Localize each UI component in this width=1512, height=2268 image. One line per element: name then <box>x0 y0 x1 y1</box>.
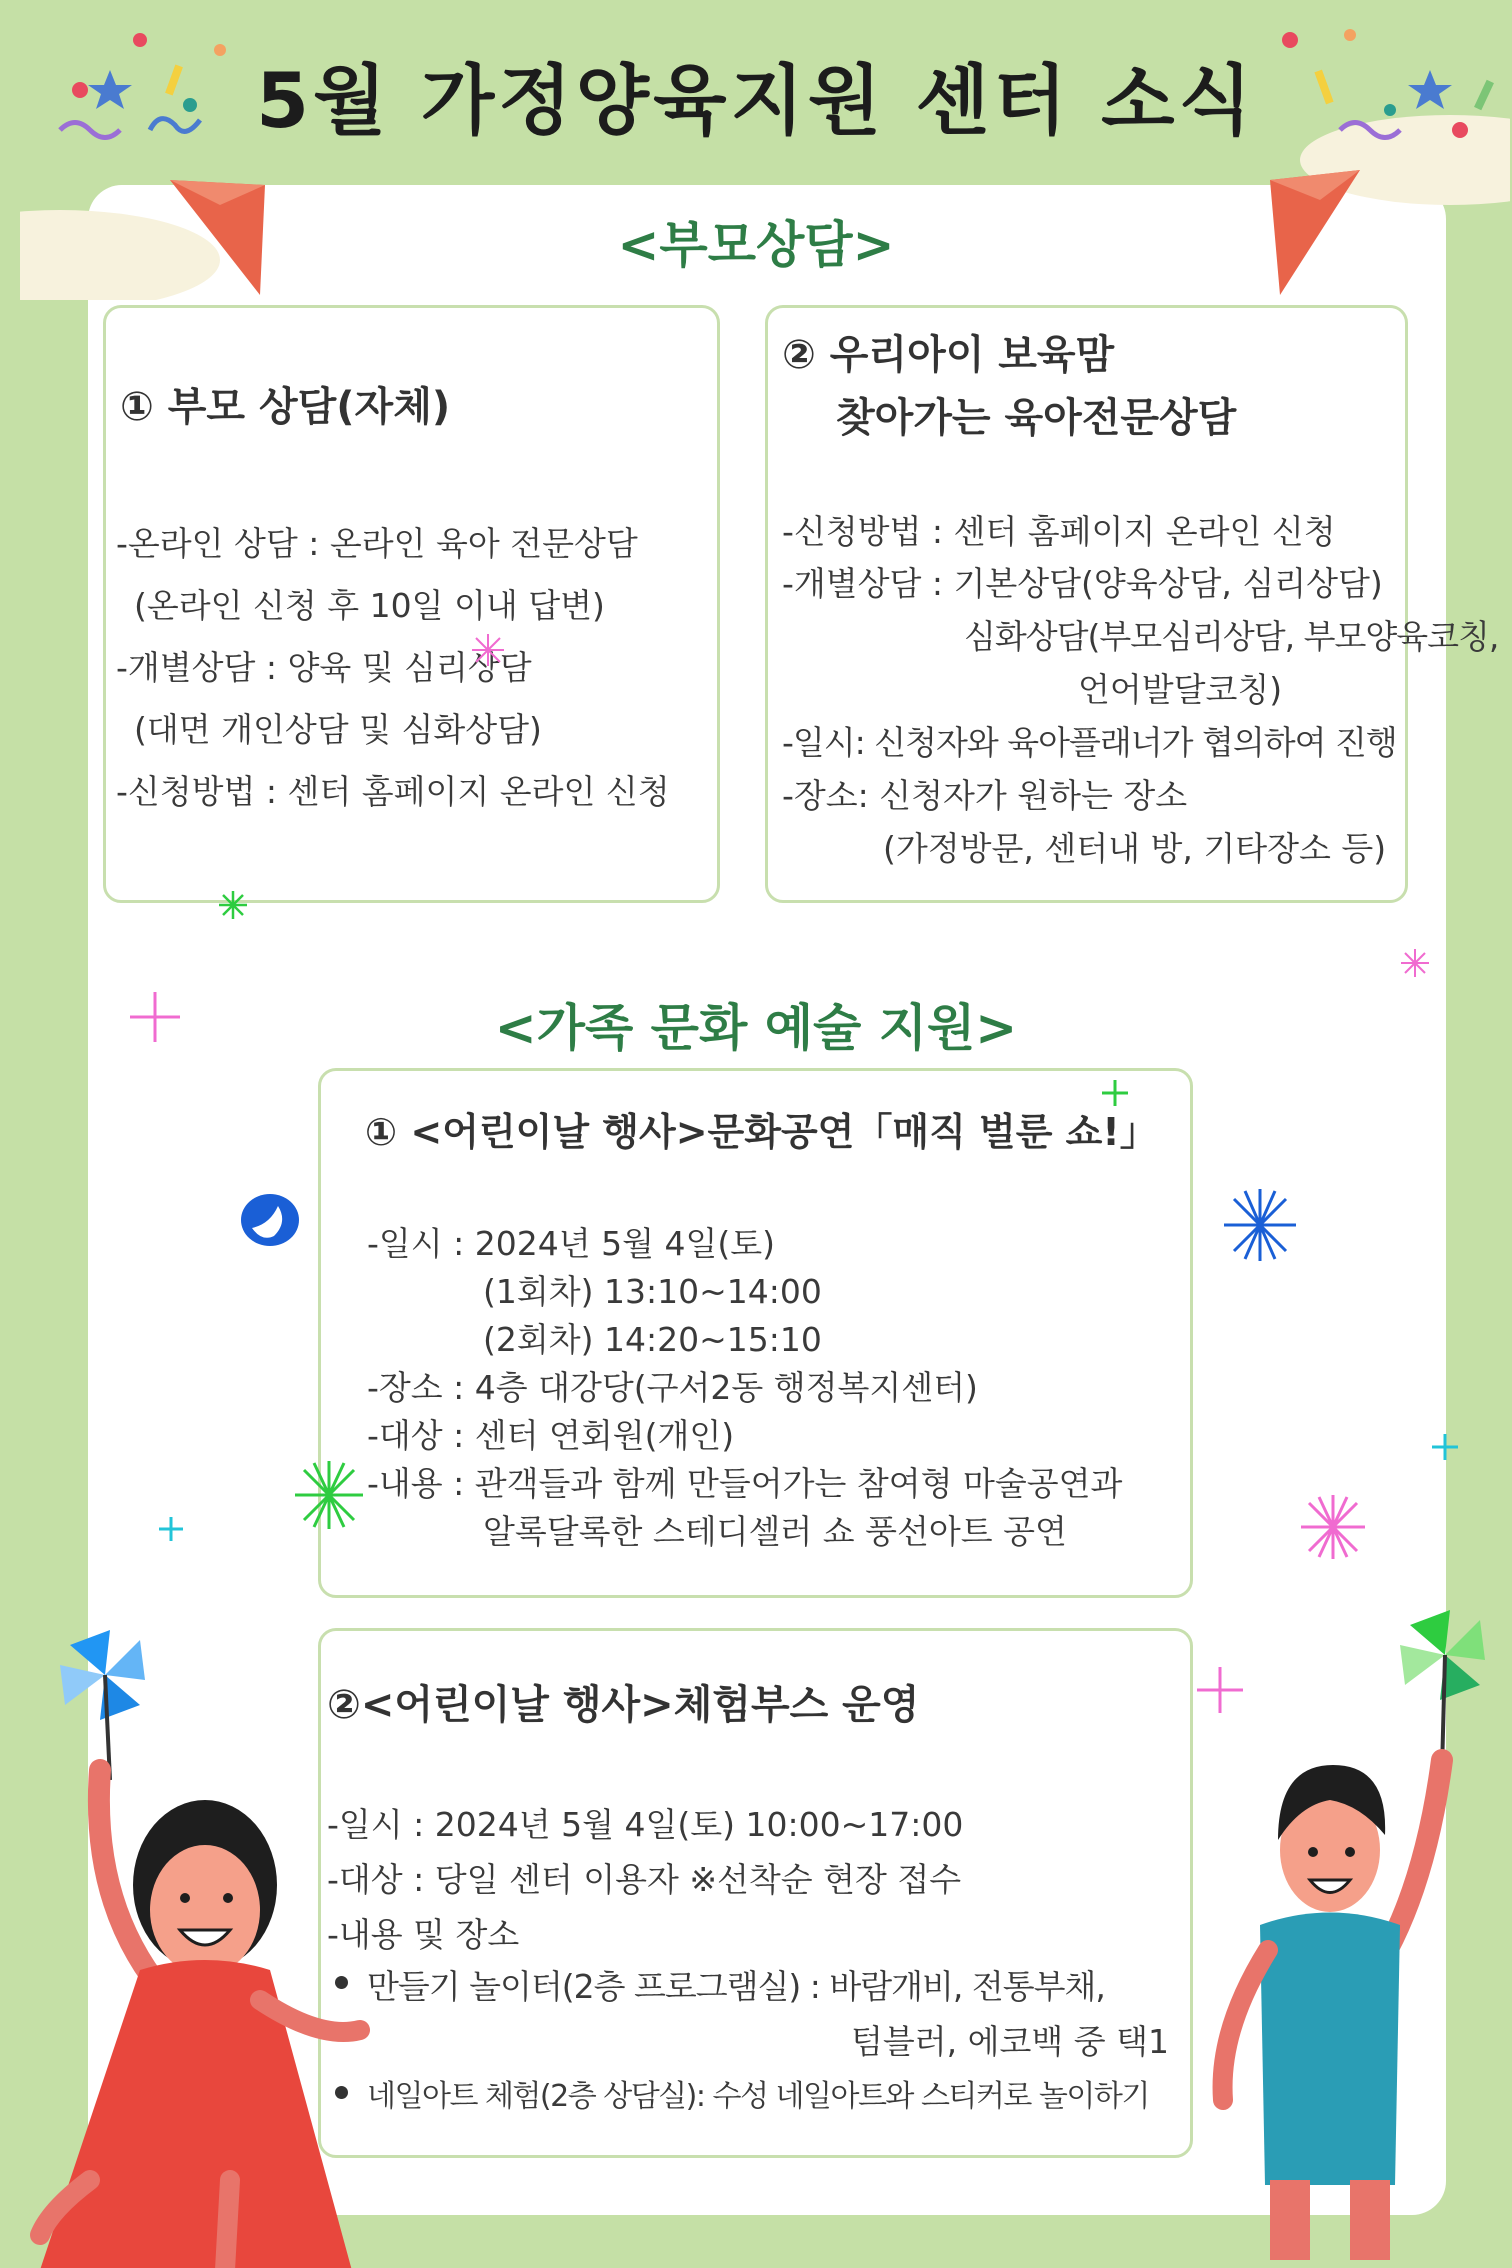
counseling-box-1-line: -온라인 상담 : 온라인 육아 전문상담 <box>116 524 638 563</box>
boy-illustration <box>1150 1590 1512 2268</box>
culture-box-1 <box>318 1068 1193 1598</box>
counseling-box-1 <box>103 305 720 903</box>
counseling-box-1-line: (대면 개인상담 및 심화상담) <box>134 710 542 749</box>
culture-box-2-line: 만들기 놀이터(2층 프로그램실) : 바람개비, 전통부채, <box>367 1967 1105 2006</box>
counseling-box-2-line: 심화상담(부모심리상담, 부모양육코칭, <box>964 617 1499 656</box>
sparkle-icon <box>292 1458 366 1532</box>
sparkle-icon <box>470 632 506 668</box>
culture-box-1-line: -일시 : 2024년 5월 4일(토) <box>367 1224 775 1263</box>
culture-box-1-line: 알록달록한 스테디셀러 쇼 풍선아트 공연 <box>483 1512 1067 1551</box>
counseling-box-1-line: -신청방법 : 센터 홈페이지 온라인 신청 <box>116 772 670 811</box>
culture-box-1-line: (2회차) 14:20~15:10 <box>483 1320 822 1359</box>
culture-box-2-line: -내용 및 장소 <box>327 1915 520 1954</box>
culture-box-1-line: (1회차) 13:10~14:00 <box>483 1272 822 1311</box>
plus-icon <box>157 1515 185 1543</box>
counseling-box-2-line: -일시: 신청자와 육아플래너가 협의하여 진행 <box>782 723 1397 762</box>
sparkle-icon <box>218 890 248 920</box>
counseling-box-2-title-line1: ② 우리아이 보육맘 <box>782 332 1115 378</box>
girl-illustration <box>30 1620 400 2268</box>
counseling-box-2-line: (가정방문, 센터내 방, 기타장소 등) <box>883 829 1387 868</box>
culture-box-1-line: -내용 : 관객들과 함께 만들어가는 참여형 마술공연과 <box>367 1464 1123 1503</box>
counseling-box-2-line: -개별상담 : 기본상담(양육상담, 심리상담) <box>782 564 1383 603</box>
culture-box-1-line: -대상 : 센터 연회원(개인) <box>367 1416 735 1455</box>
counseling-box-2-line: 언어발달코칭) <box>1078 670 1283 709</box>
counseling-box-2-line: -신청방법 : 센터 홈페이지 온라인 신청 <box>782 512 1336 551</box>
counseling-section-title: <부모상담> <box>617 216 895 274</box>
culture-box-2-line: -일시 : 2024년 5월 4일(토) 10:00~17:00 <box>327 1805 964 1844</box>
culture-box-2-line: 네일아트 체험(2층 상담실): 수성 네일아트와 스티커로 놀이하기 <box>367 2079 1149 2114</box>
culture-box-1-title: ① <어린이날 행사>문화공연「매직 벌룬 쇼!」 <box>365 1110 1158 1154</box>
sparkle-icon <box>1298 1492 1368 1562</box>
counseling-box-2 <box>765 305 1499 903</box>
page-title: 5월 가정양육지원 센터 소식 <box>256 56 1256 145</box>
moon-icon <box>238 1192 302 1248</box>
culture-box-2-title: ②<어린이날 행사>체험부스 운영 <box>327 1682 920 1728</box>
counseling-box-2-title-line2: 찾아가는 육아전문상담 <box>836 395 1237 441</box>
plus-icon <box>1430 1432 1460 1462</box>
counseling-box-1-line: -개별상담 : 양육 및 심리상담 <box>116 648 532 687</box>
sparkle-icon <box>1400 948 1430 978</box>
culture-box-2-line: 텀블러, 에코백 중 택1 <box>851 2022 1169 2061</box>
plus-icon <box>1100 1078 1130 1108</box>
plus-icon <box>128 990 182 1044</box>
counseling-box-1-line: (온라인 신청 후 10일 이내 답변) <box>134 586 605 625</box>
counseling-box-1-title: ① 부모 상담(자체) <box>120 384 451 430</box>
culture-box-1-line: -장소 : 4층 대강당(구서2동 행정복지센터) <box>367 1368 978 1407</box>
culture-box-2 <box>318 1628 1193 2158</box>
culture-section-title: <가족 문화 예술 지원> <box>494 999 1018 1057</box>
sparkle-icon <box>1220 1185 1300 1265</box>
culture-box-2-line: -대상 : 당일 센터 이용자 ※선착순 현장 접수 <box>327 1860 962 1899</box>
counseling-box-2-line: -장소: 신청자가 원하는 장소 <box>782 776 1188 815</box>
